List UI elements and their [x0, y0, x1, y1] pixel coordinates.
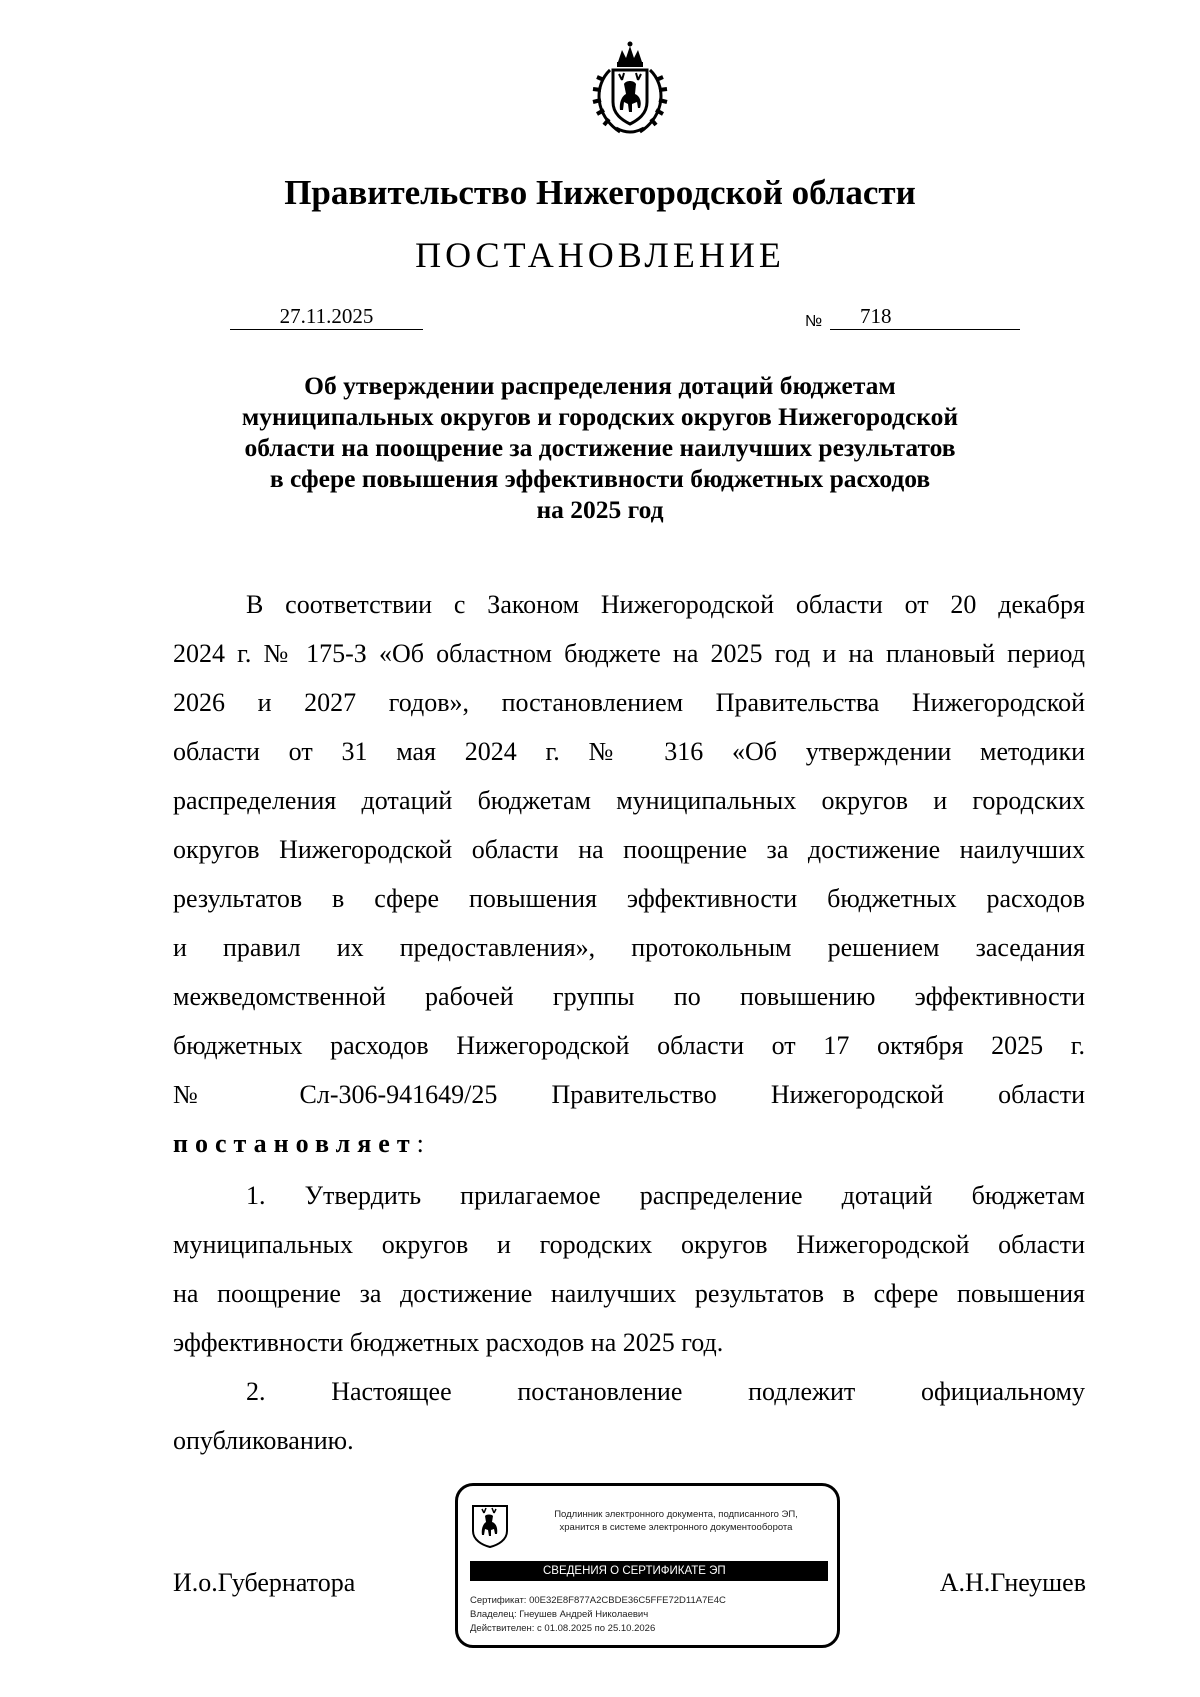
stamp-header-line: хранится в системе электронного документооборота	[559, 1522, 793, 1533]
item-1	[173, 1171, 1085, 1367]
item-line: муниципальных округов и городских округов Нижегородской области	[173, 1230, 1085, 1259]
signatory-name: А.Н.Гнеушев	[939, 1568, 1086, 1597]
certificate-owner: Владелец: Гнеушев Андрей Николаевич	[470, 1609, 649, 1620]
preamble-line: 2026 и 2027 годов», постановлением Правительства Нижегородской	[173, 688, 1085, 717]
resolves-line	[173, 1119, 1085, 1168]
item-line: на поощрение за достижение наилучших результатов в сфере повышения	[173, 1279, 1085, 1308]
preamble-line: 2024 г. № 175-З «Об областном бюджете на 2025 год и на плановый период	[173, 639, 1085, 668]
item-line: опубликованию.	[173, 1426, 354, 1455]
certificate-number: Сертификат: 00E32E8F877A2CBDE36C5FFE72D11A7E4C	[470, 1595, 726, 1606]
subject-line: в сфере повышения эффективности бюджетных расходов	[269, 464, 931, 493]
e-signature-stamp	[455, 1483, 840, 1648]
subject-line: на 2025 год	[536, 495, 664, 524]
item-line: 1. Утвердить прилагаемое распределение дотаций бюджетам	[246, 1181, 1085, 1210]
coat-of-arms-icon	[580, 40, 680, 140]
preamble-line: межведомственной рабочей группы по повышению эффективности	[173, 982, 1085, 1011]
number-sign: №	[805, 313, 823, 330]
preamble-line: результатов в сфере повышения эффективности бюджетных расходов	[173, 884, 1085, 913]
preamble-line: и правил их предоставления», протокольным решением заседания	[173, 933, 1085, 962]
document-number-field	[830, 303, 1020, 330]
subject-line: муниципальных округов и городских округов Нижегородской	[241, 402, 959, 431]
stamp-title-bar: СВЕДЕНИЯ О СЕРТИФИКАТЕ ЭП	[470, 1561, 828, 1581]
subject-line: области на поощрение за достижение наилучших результатов	[244, 433, 956, 462]
subject-line: Об утверждении распределения дотаций бюджетам	[304, 371, 896, 400]
preamble-line: округов Нижегородской области на поощрение за достижение наилучших	[173, 835, 1085, 864]
preamble-line: № Сл-306-941649/25 Правительство Нижегородской области	[173, 1080, 1085, 1109]
preamble-line: области от 31 мая 2024 г. № 316 «Об утверждении методики	[173, 737, 1085, 766]
preamble	[173, 580, 1085, 1168]
deer-emblem-icon	[470, 1503, 510, 1549]
preamble-line: бюджетных расходов Нижегородской области от 17 октября 2025 г.	[173, 1031, 1085, 1060]
preamble-line: В соответствии с Законом Нижегородской области от 20 декабря	[246, 590, 1085, 619]
document-date: 27.11.2025	[230, 303, 423, 330]
item-2	[173, 1367, 1085, 1465]
stamp-header	[520, 1508, 832, 1534]
document-type: ПОСТАНОВЛЕНИЕ	[415, 235, 785, 275]
government-title: Правительство Нижегородской области	[284, 173, 916, 212]
stamp-certificate-info	[470, 1594, 726, 1636]
document-number: 718	[860, 304, 892, 328]
resolves-colon: :	[416, 1129, 424, 1158]
preamble-line: распределения дотаций бюджетам муниципальных округов и городских	[173, 786, 1085, 815]
item-line: 2. Настоящее постановление подлежит официальному	[246, 1377, 1085, 1406]
certificate-validity: Действителен: с 01.08.2025 по 25.10.2026	[470, 1623, 656, 1634]
document-subject	[160, 370, 1040, 525]
resolves-word: постановляет	[173, 1129, 417, 1158]
signatory-position: И.о.Губернатора	[173, 1568, 356, 1597]
stamp-header-line: Подлинник электронного документа, подписанного ЭП,	[554, 1509, 798, 1520]
item-line: эффективности бюджетных расходов на 2025 год.	[173, 1328, 724, 1357]
